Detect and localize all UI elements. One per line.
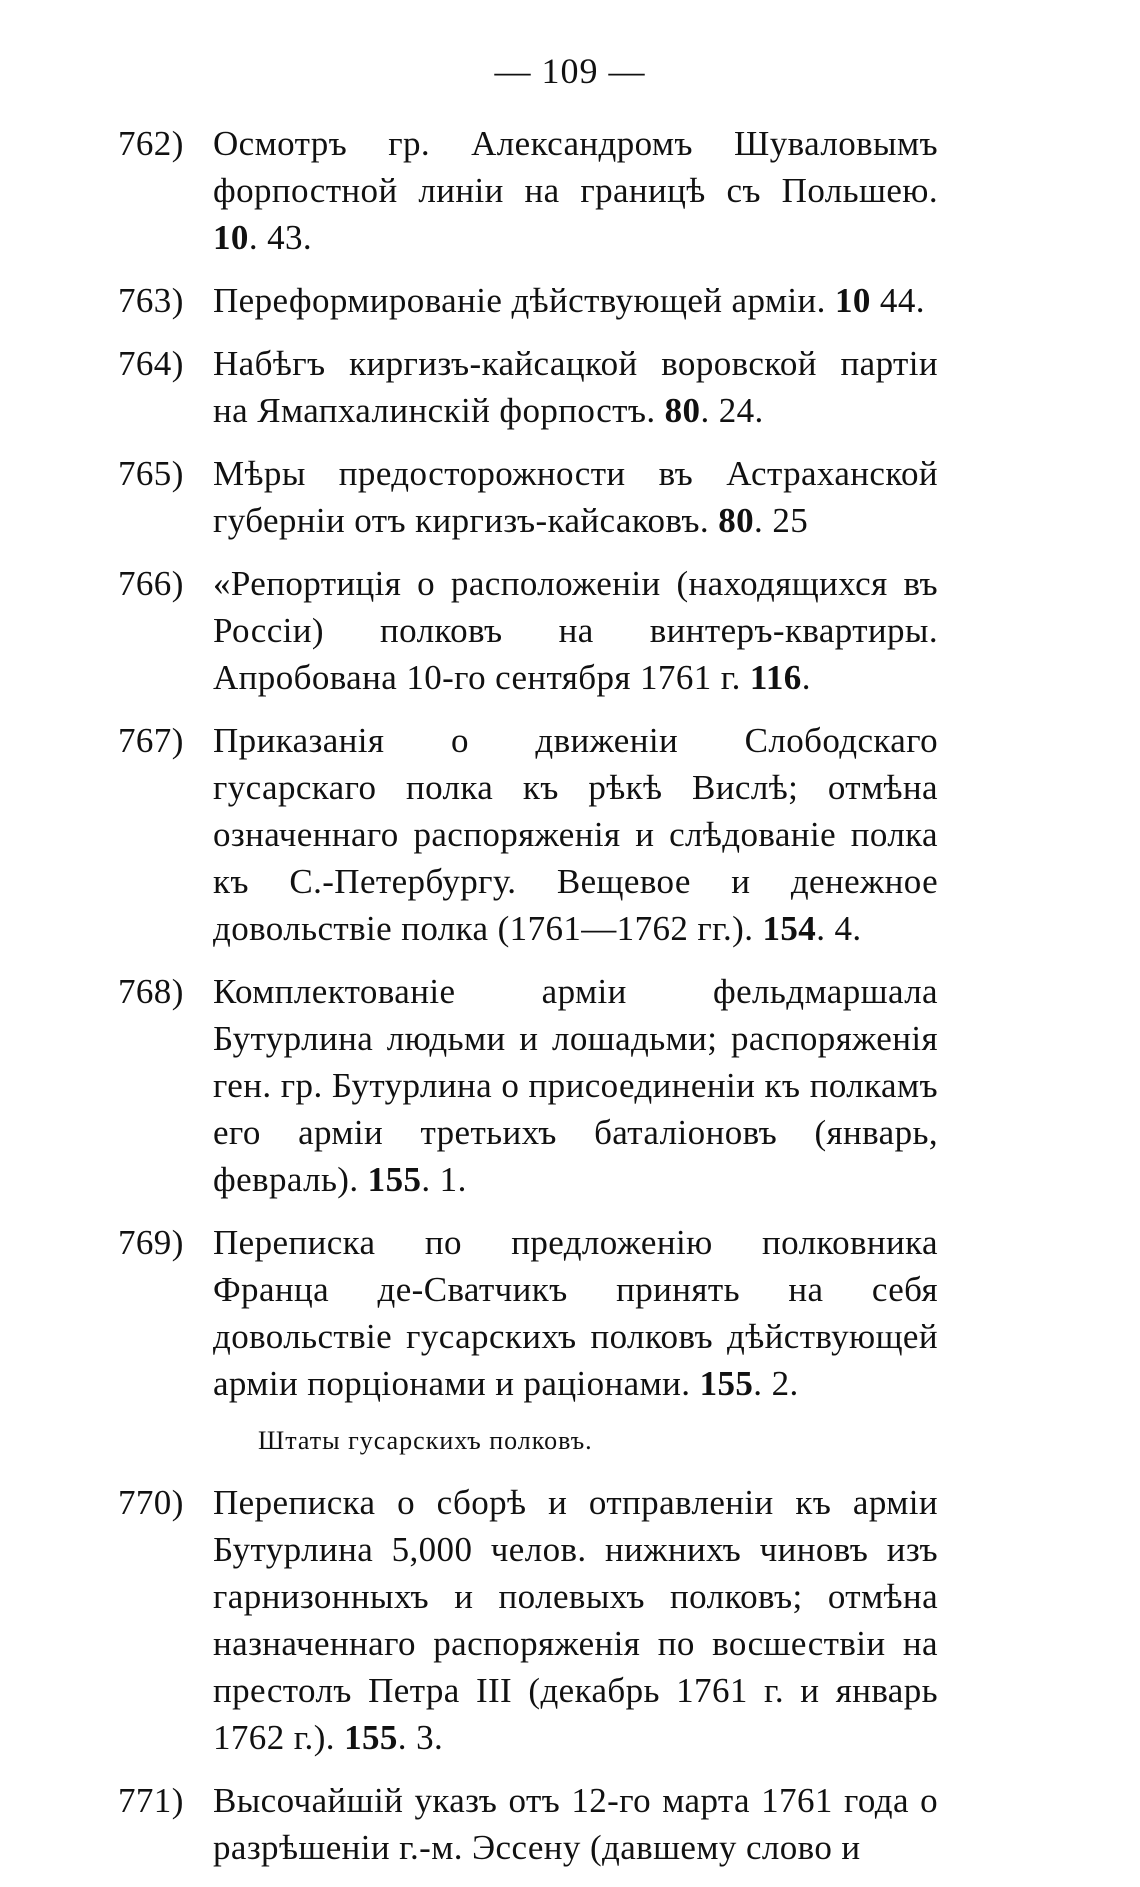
archive-reference bbox=[213, 218, 312, 257]
reference-item: . 24. bbox=[700, 391, 764, 430]
entry-762 bbox=[118, 120, 938, 261]
entry-763 bbox=[118, 277, 938, 324]
entry-number: 768) bbox=[118, 972, 184, 1011]
reference-volume: 155 bbox=[367, 1160, 422, 1199]
entry-770 bbox=[118, 1479, 938, 1761]
archive-reference bbox=[718, 501, 808, 540]
archive-reference bbox=[700, 1364, 799, 1403]
entry-text: Комплектованіе арміи фельдмаршала Бутурлина людьми и лошадьми; распоряженія ген. гр. Бутурлина о присоединеніи къ полкамъ его арміи третьихъ баталіоновъ (январь, февраль). bbox=[213, 972, 938, 1199]
entry-number: 764) bbox=[118, 344, 184, 383]
entry-number: 762) bbox=[118, 124, 184, 163]
reference-item: . 2. bbox=[753, 1364, 799, 1403]
entry-number: 765) bbox=[118, 454, 184, 493]
entry-text: Переписка по предложенію полковника Франца де-Сватчикъ принять на себя довольствіе гусарскихъ полковъ дѣйствующей арміи порціонами и раціонами. bbox=[213, 1223, 938, 1403]
entry-text: Высочайшій указъ отъ 12-го марта 1761 года о разрѣшеніи г.-м. Эссену (давшему слово и bbox=[213, 1781, 938, 1867]
entries-list bbox=[118, 120, 938, 1887]
reference-item: . 43. bbox=[248, 218, 313, 257]
archive-reference bbox=[835, 281, 925, 320]
reference-volume: 10 bbox=[834, 281, 871, 320]
entry-771 bbox=[118, 1777, 938, 1871]
entry-text: Переформированіе дѣйствующей арміи. bbox=[213, 281, 826, 320]
page-number: — 109 — bbox=[494, 51, 646, 91]
reference-volume: 80 bbox=[664, 391, 701, 430]
reference-volume: 154 bbox=[762, 909, 817, 948]
entry-768 bbox=[118, 968, 938, 1203]
entry-767 bbox=[118, 717, 938, 952]
entry-766 bbox=[118, 560, 938, 701]
reference-volume: 116 bbox=[749, 658, 802, 697]
reference-volume: 155 bbox=[344, 1718, 398, 1757]
archive-reference bbox=[368, 1160, 467, 1199]
entry-number: 769) bbox=[118, 1223, 184, 1262]
reference-item: . bbox=[801, 658, 811, 697]
reference-volume: 155 bbox=[699, 1364, 754, 1403]
reference-volume: 80 bbox=[718, 501, 755, 540]
section-subheading: Штаты гусарскихъ полковъ. bbox=[258, 1426, 593, 1455]
entry-number: 767) bbox=[118, 721, 184, 760]
entry-764 bbox=[118, 340, 938, 434]
entry-text: Мѣры предосторожности въ Астраханской губерніи отъ киргизъ-кайсаковъ. bbox=[213, 454, 938, 540]
entry-text: Приказанія о движеніи Слободскаго гусарскаго полка къ рѣкѣ Вислѣ; отмѣна означеннаго распоряженія и слѣдованіе полка къ С.-Петербургу. Вещевое и денежное довольствіе полка (1761—1762 гг.). bbox=[213, 721, 938, 948]
entry-text: Переписка о сборѣ и отправленіи къ арміи Бутурлина 5,000 челов. нижнихъ чиновъ изъ гарнизонныхъ и полевыхъ полковъ; отмѣна назначеннаго распоряженія по восшествіи на престолъ Петра III (декабрь 1761 г. и январь 1762 г.). bbox=[213, 1483, 938, 1757]
reference-item: . 4. bbox=[816, 909, 862, 948]
reference-item: . 1. bbox=[421, 1160, 467, 1199]
reference-volume: 10 bbox=[213, 218, 249, 257]
archive-reference bbox=[763, 909, 862, 948]
entry-text: Набѣгъ киргизъ-кайсацкой воровской партіи на Ямапхалинскій форпостъ. bbox=[213, 344, 938, 430]
reference-item: 44. bbox=[870, 281, 925, 320]
entry-text: «Репортиція о расположеніи (находящихся въ Россіи) полковъ на винтеръ-квартиры. Апробована 10-го сентября 1761 г. bbox=[213, 564, 938, 697]
entry-number: 770) bbox=[118, 1483, 184, 1522]
entry-number: 771) bbox=[118, 1781, 184, 1820]
archive-reference bbox=[344, 1718, 443, 1757]
archive-reference bbox=[750, 658, 811, 697]
reference-item: . 3. bbox=[397, 1718, 444, 1757]
entry-769 bbox=[118, 1219, 938, 1407]
entry-765 bbox=[118, 450, 938, 544]
reference-item: . 25 bbox=[754, 501, 809, 540]
entry-number: 763) bbox=[118, 281, 184, 320]
archive-reference bbox=[665, 391, 764, 430]
entry-number: 766) bbox=[118, 564, 184, 603]
entry-text: Осмотръ гр. Александромъ Шуваловымъ форпостной линіи на границѣ съ Польшею. bbox=[213, 124, 938, 210]
